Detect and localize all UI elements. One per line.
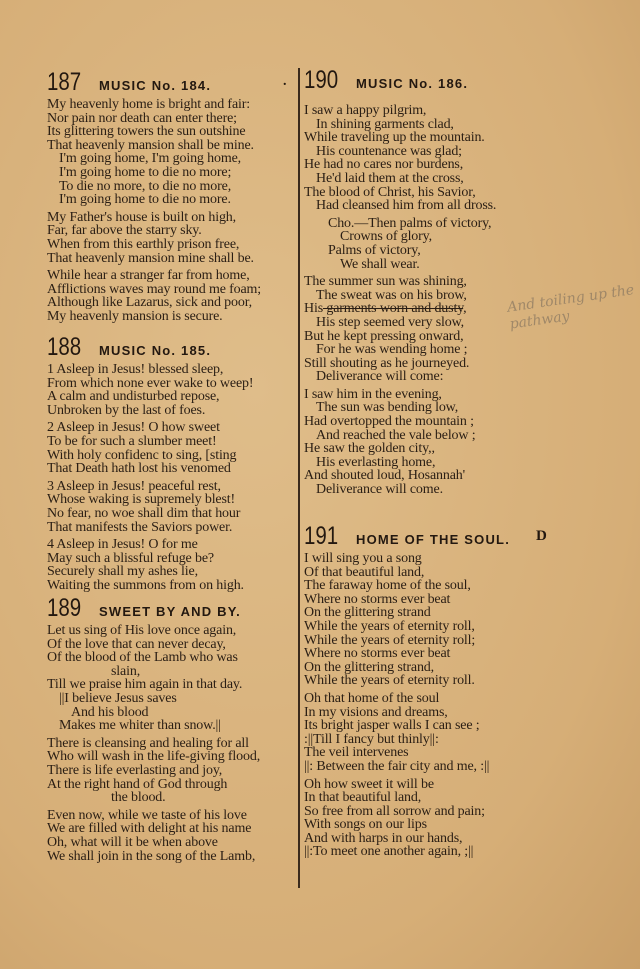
verse-line: We shall join in the song of the Lamb, — [47, 848, 256, 864]
verse-line: Till we praise him again in that day. — [47, 677, 243, 693]
verse-line: 3 Asleep in Jesus! peaceful rest, — [47, 478, 221, 494]
verse-line: To die no more, to die no more, — [59, 178, 232, 194]
verse-line: While the years of eternity roll. — [304, 673, 475, 689]
hymn-heading — [47, 333, 253, 359]
verse-line: When from this earthly prison free, — [47, 236, 240, 252]
verse-line: Palms of victory, — [328, 242, 421, 258]
stanza — [304, 388, 496, 497]
verse-line: There is life everlasting and joy, — [47, 762, 223, 778]
verse-line: 2 Asleep in Jesus! O how sweet — [47, 420, 220, 436]
hymn-title: MUSIC No. 186. — [356, 76, 469, 91]
stanza — [47, 211, 261, 265]
verse-line: I saw him in the evening, — [304, 386, 442, 402]
verse-line: My heavenly mansion is secure. — [47, 308, 223, 324]
stanza — [47, 98, 261, 207]
verse-line: Far, far above the starry sky. — [47, 223, 202, 239]
stanza — [47, 269, 261, 323]
stanza — [304, 275, 496, 384]
stanza — [47, 421, 253, 475]
hymn-title: MUSIC No. 184. — [99, 78, 212, 93]
verse-line: Its bright jasper walls I can see ; — [304, 718, 480, 734]
hymn-title: MUSIC No. 185. — [99, 343, 212, 358]
verse-line: Still shouting as he journeyed. — [304, 355, 470, 371]
verse-line: Oh, what will it be when above — [47, 834, 218, 850]
stray-dot: . — [283, 74, 287, 89]
hymn-heading — [304, 522, 510, 548]
verse-line: His countenance was glad; — [316, 143, 462, 159]
hymn-number: 188 — [47, 333, 82, 361]
verse-line: His step seemed very slow, — [316, 314, 464, 330]
verse-line: :||Till I fancy but thinly||: — [304, 731, 439, 747]
verse-line: Of that beautiful land, — [304, 564, 425, 580]
verse-line: He saw the golden city,, — [304, 441, 435, 457]
verse-line: His garments worn and dusty, — [304, 301, 467, 317]
verse-line: Cho.—Then palms of victory, — [328, 215, 492, 231]
verse-line: On the glittering strand, — [304, 659, 435, 675]
verse-line: He had no cares nor burdens, — [304, 157, 464, 173]
verse-line: ||: Between the fair city and me, :|| — [304, 758, 490, 774]
verse-line: While hear a stranger far from home, — [47, 268, 250, 284]
stanza — [47, 809, 260, 863]
stanza — [304, 552, 510, 688]
verse-line: No fear, no woe shall dim that hour — [47, 505, 241, 521]
hymn-number: 190 — [304, 66, 339, 94]
hymn-188 — [47, 333, 253, 593]
verse-line: My heavenly home is bright and fair: — [47, 97, 250, 112]
verse-line: Who will wash in the life-giving flood, — [47, 749, 261, 765]
verse-line: Deliverance will come: — [316, 369, 444, 385]
verse-line: 4 Asleep in Jesus! O for me — [47, 537, 198, 553]
hymn-number: 191 — [304, 522, 339, 550]
hymn-heading — [47, 68, 261, 94]
verse-line: ||:To meet one another again, ;|| — [304, 844, 474, 860]
verse-line: At the right hand of God through — [47, 776, 228, 792]
verse-line: The veil intervenes — [304, 745, 409, 761]
verse-line: I saw a happy pilgrim, — [304, 103, 427, 118]
verse-line: Afflictions waves may round me foam; — [47, 281, 262, 297]
verse-line: While the years of eternity roll; — [304, 632, 476, 648]
verse-line: Where no storms ever beat — [304, 646, 451, 662]
verse-line: That heavenly mansion shall be mine. — [47, 137, 254, 153]
verse-line: We are filled with delight at his name — [47, 821, 252, 837]
handwritten-note: And toiling up the pathway — [506, 282, 636, 333]
stanza — [47, 624, 260, 733]
verse-line: Nor pain nor death can enter there; — [47, 110, 237, 126]
verse-line: Unbroken by the last of foes. — [47, 402, 206, 418]
verse-line: Deliverance will come. — [316, 482, 443, 498]
verse-line: So free from all sorrow and pain; — [304, 803, 485, 819]
verse-line: The summer sun was shining, — [304, 274, 467, 290]
verse-line: From which none ever wake to weep! — [47, 375, 254, 391]
verse-line: Its glittering towers the sun outshine — [47, 124, 246, 140]
verse-line: On the glittering strand — [304, 605, 431, 621]
verse-line: Let us sing of His love once again, — [47, 623, 237, 638]
verse-line: To be for such a slumber meet! — [47, 433, 217, 449]
stanza — [47, 538, 253, 592]
verse-line: Where no storms ever beat — [304, 591, 451, 607]
verse-line: That manifests the Saviors power. — [47, 519, 233, 535]
marginal-letter: D — [536, 528, 547, 544]
column-divider — [298, 68, 300, 888]
verse-line: Of the blood of the Lamb who was — [47, 650, 238, 666]
hymn-title: HOME OF THE SOUL. — [356, 532, 511, 547]
verse-line: He'd laid them at the cross, — [316, 170, 464, 186]
verse-line: And with harps in our hands, — [304, 830, 463, 846]
verse-line: And reached the vale below ; — [316, 427, 476, 443]
verse-line: I'm going home to die no more; — [59, 164, 232, 180]
verse-line: While the years of eternity roll, — [304, 618, 475, 634]
verse-line: And shouted loud, Hosannah' — [304, 468, 466, 484]
hymn-number: 189 — [47, 594, 82, 622]
verse-line: For he was wending home ; — [316, 342, 468, 358]
verse-line: That Death hath lost his venomed — [47, 461, 231, 477]
hymn-189 — [47, 594, 260, 863]
verse-line: In my visions and dreams, — [304, 704, 448, 720]
struck-text: garments worn and dusty — [323, 301, 464, 317]
stanza — [47, 737, 260, 805]
verse-line: His everlasting home, — [316, 454, 436, 470]
verse-line: Whose waking is supremely blest! — [47, 492, 236, 508]
verse-line: With songs on our lips — [304, 817, 427, 833]
verse-line: There is cleansing and healing for all — [47, 735, 249, 751]
verse-line: Of the love that can never decay, — [47, 636, 226, 652]
verse-line: The sweat was on his brow, — [316, 287, 467, 303]
verse-line: I'm going home, I'm going home, — [59, 151, 241, 167]
verse-line: Had overtopped the mountain ; — [304, 414, 474, 430]
verse-line: And his blood — [71, 704, 149, 720]
verse-line: 1 Asleep in Jesus! blessed sleep, — [47, 362, 224, 377]
hymn-190 — [304, 66, 496, 497]
stanza — [47, 480, 253, 534]
stanza — [304, 692, 510, 774]
hymn-heading — [304, 66, 496, 92]
verse-line: May such a blissful refuge be? — [47, 550, 214, 566]
verse-line: The sun was bending low, — [316, 400, 459, 416]
verse-line: We shall wear. — [340, 256, 420, 272]
verse-line: My Father's house is built on high, — [47, 209, 236, 225]
verse-line: Had cleansed him from all dross. — [316, 198, 497, 214]
verse-line: the blood. — [111, 790, 166, 806]
verse-line: A calm and undisturbed repose, — [47, 389, 220, 405]
verse-line: Waiting the summons from on high. — [47, 577, 244, 593]
verse-line: I'm going home to die no more. — [59, 192, 231, 208]
hymn-title: SWEET BY AND BY. — [99, 604, 241, 619]
verse-line: I will sing you a song — [304, 551, 422, 566]
verse-line: The blood of Christ, his Savior, — [304, 184, 476, 200]
verse-line: slain, — [111, 663, 141, 679]
stanza — [304, 778, 510, 860]
verse-line: Oh how sweet it will be — [304, 776, 434, 792]
verse-line: With holy confidenc to sing, [sting — [47, 447, 237, 463]
verse-line: That heavenly mansion mine shall be. — [47, 250, 254, 266]
verse-line: While traveling up the mountain. — [304, 130, 485, 146]
hymn-heading — [47, 594, 260, 620]
verse-line: Although like Lazarus, sick and poor, — [47, 295, 253, 311]
verse-line: Even now, while we taste of his love — [47, 807, 247, 823]
verse-line: Securely shall my ashes lie, — [47, 564, 198, 580]
verse-line: But he kept pressing onward, — [304, 328, 464, 344]
hymn-187 — [47, 68, 261, 324]
verse-line: The faraway home of the soul, — [304, 578, 471, 594]
verse-line: Oh that home of the soul — [304, 690, 440, 706]
verse-line: Crowns of glory, — [340, 229, 432, 245]
verse-line: In that beautiful land, — [304, 790, 422, 806]
stanza — [304, 104, 496, 213]
verse-line: ||I believe Jesus saves — [59, 690, 177, 706]
verse-line: Makes me whiter than snow.|| — [59, 718, 221, 734]
hymn-number: 187 — [47, 68, 82, 96]
verse-line: In shining garments clad, — [316, 116, 454, 132]
stanza — [304, 217, 496, 271]
stanza — [47, 363, 253, 417]
hymn-191 — [304, 522, 510, 859]
